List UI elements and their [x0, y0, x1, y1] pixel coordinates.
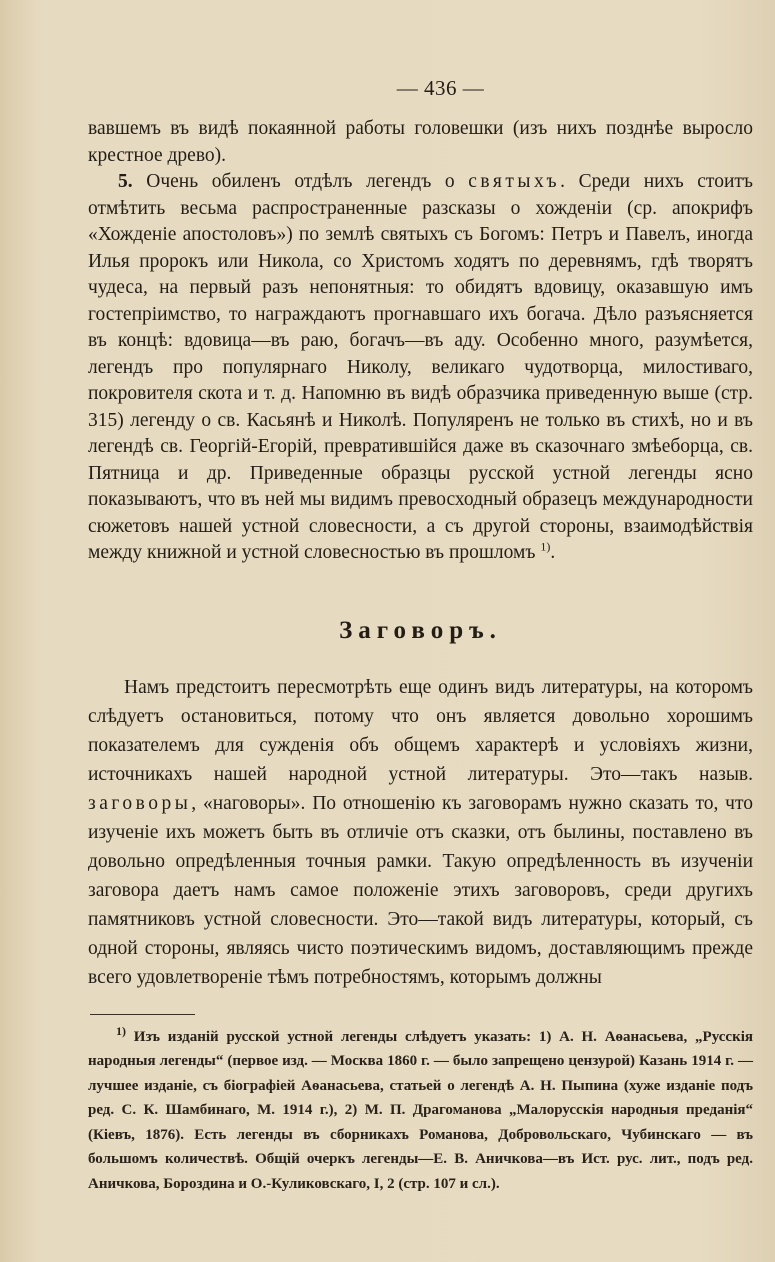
paragraph-saints-legends [88, 169, 753, 567]
footnote-text: Изъ изданій русской устной легенды слѣдуетъ указать: 1) А. Н. Аѳанасьева, „Русскія народныя легенды“ (первое изд. — Москва 1860 г. — было запрещено цензурой) Казань 1914 г. — лучшее изданіе, съ біографіей Аѳанасьева, статьей о легендѣ А. Н. Пыпина (хуже изданіе подъ ред. С. К. Шамбинаго, М. 1914 г.), 2) М. П. Драгоманова „Малорусскія народныя преданія“ (Кіевъ, 1876). Есть легенды въ сборникахъ Романова, Добровольскаго, Чубинскаго — въ большомъ количествѣ. Общій очеркъ легенды—Е. В. Аничкова—въ Ист. рус. лит., подъ ред. Аничкова, Бороздина и О.-Куликовскаго, I, 2 (стр. 107 и сл.). [88, 1028, 753, 1192]
footnote [88, 1025, 753, 1197]
page-number: — 436 — [396, 76, 485, 100]
emphasized-word-saints: святыхъ [468, 171, 561, 192]
footnote-marker: 1) [116, 1023, 126, 1038]
section-text-start: Намъ предстоитъ пересмотрѣть еще одинъ видъ литературы, на которомъ слѣдуетъ остановиться, потому что онъ является довольно хорошимъ показателемъ для сужденія объ общемъ характерѣ и условіяхъ жизни, источникахъ нашей народной устной литературы. Это—такъ назыв. [88, 676, 753, 785]
emphasized-word-charms: заговоры [88, 792, 192, 814]
section-title: Заговоръ. [339, 616, 502, 644]
paragraph-continuation: вавшемъ въ видѣ покаянной работы головешки (изъ нихъ позднѣе выросло крестное древо). [88, 118, 753, 166]
paragraph-number: 5. [118, 171, 133, 192]
paragraph-text-body: . Среди нихъ стоитъ отмѣтить весьма распространенные разсказы о хожденіи (ср. апокрифъ «Хожденіе апостоловъ») по землѣ святыхъ съ Богомъ: Петръ и Павелъ, иногда Илья пророкъ или Никола, со Христомъ ходятъ по деревнямъ, гдѣ творятъ чудеса, на первый разъ непонятныя: то обидятъ вдовицу, оказавшую имъ гостепріимство, то награждаютъ прогнавшаго ихъ богача. Дѣло разъясняется въ концѣ: вдовица—въ раю, богачъ—въ аду. Особенно много, разумѣется, легендъ про популярнаго Николу, великаго чудотворца, милостиваго, покровителя скота и т. д. Напомню въ видѣ образчика приведенную выше (стр. 315) легенду о св. Касьянѣ и Николѣ. Популяренъ не только въ стихѣ, но и въ легендѣ св. Георгій-Егорій, превратившійся даже въ сказочнаго змѣеборца, св. Пятница и др. Приведенные образцы русской устной легенды ясно показываютъ, что въ ней мы видимъ превосходный образецъ международности сюжетовъ нашей устной словесности, а съ другой стороны, взаимодѣйствія между книжной и устной словесностью въ прошломъ [88, 171, 753, 563]
paragraph-text-end: . [550, 542, 556, 563]
footnote-reference: 1) [540, 539, 551, 554]
footnote-divider [90, 1014, 195, 1015]
paragraph-text-start: Очень обиленъ отдѣлъ легендъ о [132, 171, 469, 192]
section-text-rest: , «наговоры». По отношенію къ заговорамъ нужно сказать то, что изученіе ихъ можетъ быть въ отличіе отъ сказки, отъ былины, поставлено въ довольно опредѣленныя точныя рамки. Такую опредѣленность въ изученіи заговора даетъ намъ самое положеніе этихъ заговоровъ, среди другихъ памятниковъ устной словесности. Это—такой видъ литературы, который, съ одной стороны, являясь чисто поэтическимъ видомъ, доставляющимъ прежде всего удовлетвореніе тѣмъ потребностямъ, которымъ должны [88, 792, 753, 988]
section-paragraph [88, 673, 753, 992]
